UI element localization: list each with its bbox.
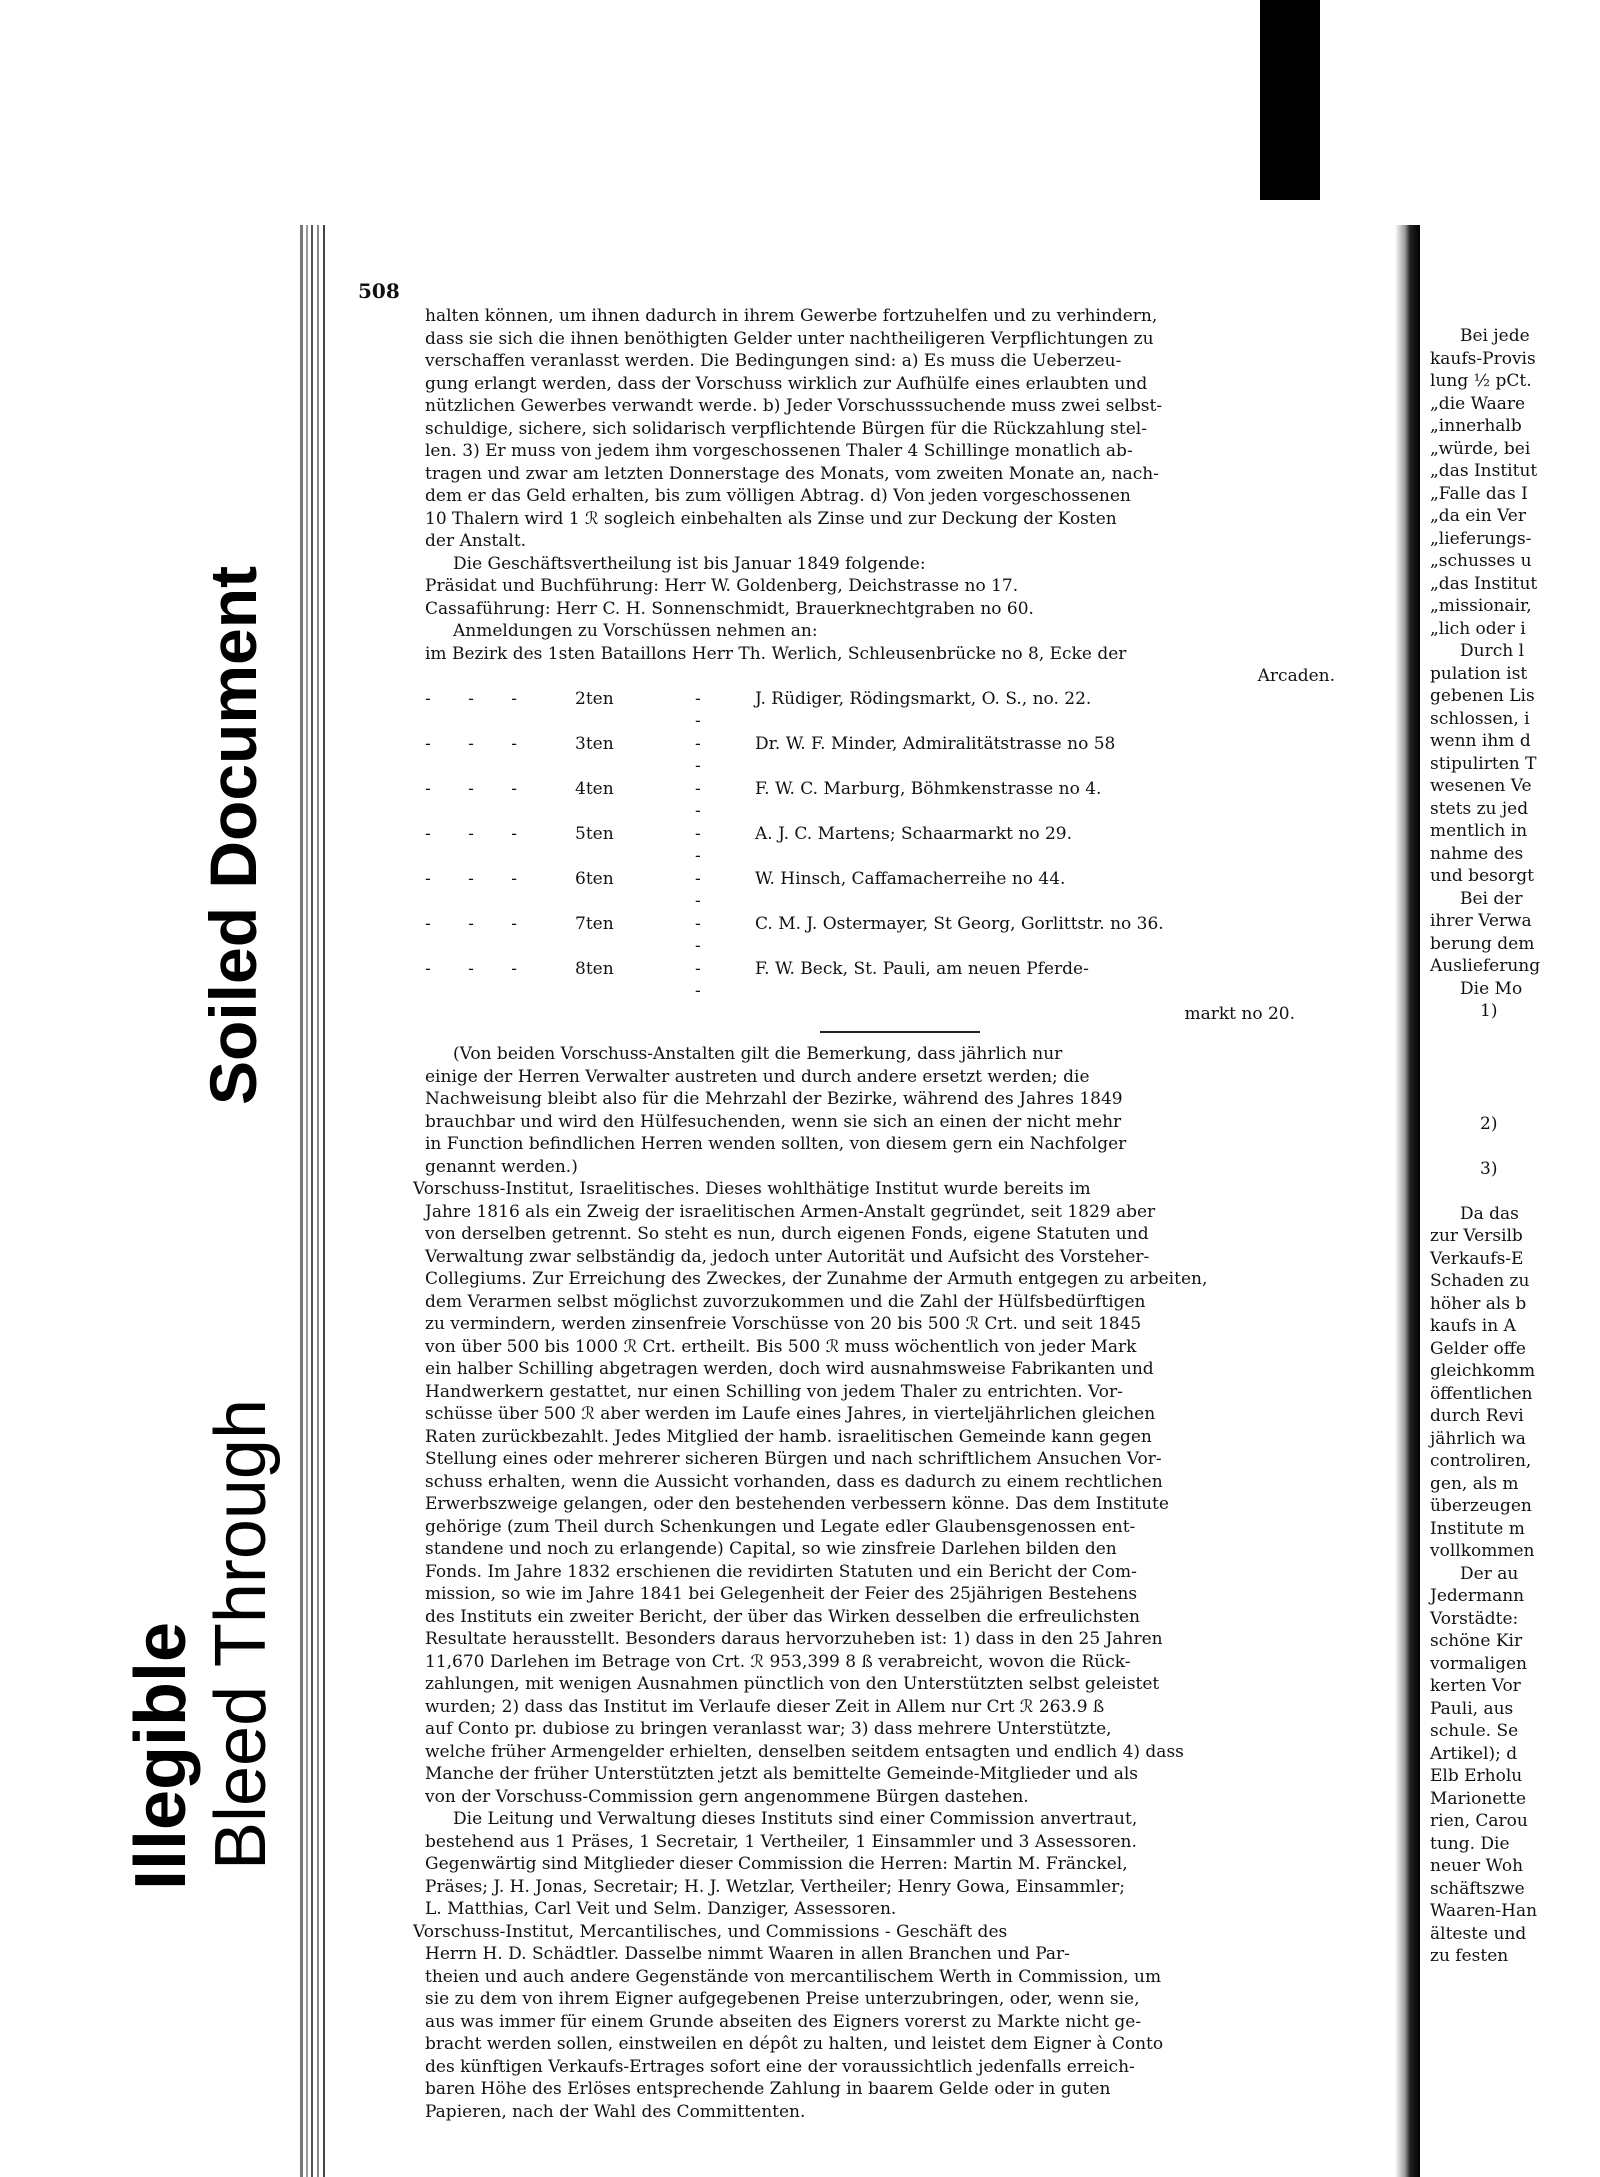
right-text-line: zur Versilb	[1430, 1226, 1523, 1246]
text-line: wurden; 2) dass das Institut im Verlaufe dieser Zeit in Allem nur Crt ℛ 263.9 ß	[425, 1696, 1105, 1717]
text-line: bracht werden sollen, einstweilen en dépôt zu halten, und leistet dem Eigner à Conto	[425, 2034, 1164, 2054]
text-line: Vorschuss-Institut, Israelitisches. Dieses wohlthätige Institut wurde bereits im	[413, 1179, 1091, 1199]
page-edges	[300, 225, 330, 2177]
right-text-line: „die Waare	[1430, 393, 1526, 414]
battalion-bat: 6ten	[575, 868, 614, 889]
right-text-line: „das Institut	[1430, 461, 1538, 481]
right-text-line: öffentlichen	[1430, 1383, 1533, 1404]
right-text-line: schöne Kir	[1430, 1631, 1523, 1651]
right-page-text	[1420, 325, 1600, 1968]
right-text-line: „missionair,	[1430, 596, 1532, 616]
text-line: schüsse über 500 ℛ aber werden im Laufe eines Jahres, in vierteljährlichen gleichen	[425, 1404, 1156, 1424]
right-text-line: wenn ihm d	[1430, 731, 1531, 751]
page-number: 508	[358, 279, 400, 303]
section-rule	[820, 1031, 980, 1033]
text-line: Verwaltung zwar selbständig da, jedoch unter Autorität und Aufsicht des Vorsteher-	[425, 1246, 1150, 1267]
battalion-who: J. Rüdiger, Rödingsmarkt, O. S., no. 22.	[755, 688, 1092, 709]
right-text-line: ihrer Verwa	[1430, 911, 1532, 931]
battalion-row	[425, 913, 1375, 958]
text-line: Gegenwärtig sind Mitglieder dieser Commission die Herren: Martin M. Fränckel,	[425, 1854, 1128, 1874]
text-line: Papieren, nach der Wahl des Committenten.	[425, 2101, 806, 2122]
text-line: einige der Herren Verwalter austreten und durch andere ersetzt werden; die	[425, 1066, 1090, 1087]
right-text-line: Vorstädte:	[1430, 1608, 1519, 1629]
right-text-line: mentlich in	[1430, 821, 1528, 841]
right-text-line	[1420, 1068, 1600, 1091]
text-line: Nachweisung bleibt also für die Mehrzahl der Bezirke, während des Jahres 1849	[425, 1089, 1123, 1109]
battalion-who: A. J. C. Martens; Schaarmarkt no 29.	[755, 823, 1073, 844]
text-line: gung erlangt werden, dass der Vorschuss wirklich zur Aufhülfe eines erlaubten und	[425, 373, 1148, 394]
battalion-mid: - -	[695, 688, 723, 731]
list-continuation: markt no 20.	[1184, 1003, 1295, 1024]
right-text-line: Bei jede	[1460, 326, 1530, 346]
paragraph-distribution	[425, 553, 1375, 688]
right-text-line: kaufs-Provis	[1430, 348, 1536, 369]
paragraph-note	[425, 1043, 1375, 1178]
right-text-line: „Falle das I	[1430, 483, 1528, 504]
right-text-line: kaufs in A	[1430, 1316, 1516, 1336]
right-text-line: schlossen, i	[1430, 708, 1530, 729]
battalion-who: Dr. W. F. Minder, Admiralitätstrasse no 58	[755, 733, 1116, 754]
battalion-list	[425, 688, 1375, 1003]
book-scan	[300, 225, 1600, 2177]
battalion-bat: 8ten	[575, 958, 614, 979]
right-text-line: zu festen	[1430, 1946, 1509, 1966]
right-text-line: Gelder offe	[1430, 1338, 1526, 1359]
text-line: der Anstalt.	[425, 531, 527, 551]
right-text-line: älteste und	[1430, 1923, 1527, 1944]
battalion-bat: 4ten	[575, 778, 614, 799]
right-text-line: Artikel); d	[1430, 1743, 1518, 1764]
right-text-line: vormaligen	[1430, 1653, 1527, 1674]
scan-edge-bar	[1260, 0, 1320, 200]
battalion-who: F. W. Beck, St. Pauli, am neuen Pferde-	[755, 958, 1089, 979]
text-line: Jahre 1816 als ein Zweig der israelitischen Armen-Anstalt gegründet, seit 1829 aber	[425, 1201, 1156, 1222]
battalion-row	[425, 823, 1375, 868]
soiled-document-label: Soiled Document	[196, 565, 270, 1105]
right-text-line: „innerhalb	[1430, 416, 1522, 436]
right-text-line: tung. Die	[1430, 1833, 1510, 1854]
text-line: zahlungen, mit wenigen Ausnahmen pünctlich von den Unterstützten selbst geleistet	[425, 1674, 1160, 1694]
text-line: (Von beiden Vorschuss-Anstalten gilt die Bemerkung, dass jährlich nur	[453, 1044, 1063, 1064]
text-line: Handwerkern gestattet, nur einen Schilling von jedem Thaler zu entrichten. Vor-	[425, 1381, 1123, 1402]
battalion-dash: - - -	[425, 868, 534, 889]
text-line: ein halber Schilling abgetragen werden, doch wird ausnahmsweise Fabrikanten und	[425, 1359, 1154, 1379]
right-text-line: Jedermann	[1430, 1586, 1525, 1606]
bleed-through-label: Bleed Through	[201, 1398, 281, 1870]
battalion-row	[425, 778, 1375, 823]
right-text-line: wesenen Ve	[1430, 776, 1532, 796]
text-line: Manche der früher Unterstützten jetzt als bemittelte Gemeinde-Mitglieder und als	[425, 1764, 1138, 1784]
battalion-row	[425, 868, 1375, 913]
right-text-line: pulation ist	[1430, 663, 1528, 684]
text-line: aus was immer für einem Grunde abseiten des Eigners vorerst zu Markte nicht ge-	[425, 2011, 1142, 2032]
text-line: zu vermindern, werden zinsenfreie Vorschüsse von 20 bis 500 ℛ Crt. und seit 1845	[425, 1314, 1142, 1334]
battalion-bat: 7ten	[575, 913, 614, 934]
book-gutter	[1395, 225, 1420, 2177]
battalion-mid: - -	[695, 868, 723, 911]
text-line: mission, so wie im Jahre 1841 bei Gelegenheit der Feier des 25jährigen Bestehens	[425, 1584, 1138, 1604]
right-text-line: controliren,	[1430, 1451, 1532, 1471]
text-line: len. 3) Er muss von jedem ihm vorgeschossenen Thaler 4 Schillinge monatlich ab-	[425, 441, 1133, 461]
left-page	[340, 225, 1380, 2177]
right-text-line: „da ein Ver	[1430, 506, 1526, 526]
text-line: Die Leitung und Verwaltung dieses Instituts sind einer Commission anvertraut,	[453, 1809, 1138, 1829]
text-line: im Bezirk des 1sten Bataillons Herr Th. Werlich, Schleusenbrücke no 8, Ecke der	[425, 643, 1127, 664]
right-text-line: schule. Se	[1430, 1721, 1519, 1741]
text-line: Resultate herausstellt. Besonders daraus hervorzuheben ist: 1) dass in den 25 Jahren	[425, 1629, 1163, 1649]
text-line: von über 500 bis 1000 ℛ Crt. ertheilt. Bis 500 ℛ muss wöchentlich von jeder Mark	[425, 1336, 1137, 1357]
right-text-line: gen, als m	[1430, 1473, 1519, 1494]
text-line: Raten zurückbezahlt. Jedes Mitglied der hamb. israelitischen Gemeinde kann gegen	[425, 1426, 1152, 1447]
paragraph-conditions	[425, 305, 1375, 553]
battalion-row	[425, 958, 1375, 1003]
text-line: dass sie sich die ihnen benöthigten Gelder unter nachtheiligeren Verpflichtungen zu	[425, 328, 1154, 349]
text-line: brauchbar und wird den Hülfesuchenden, wenn sie sich an einen der nicht mehr	[425, 1111, 1122, 1132]
battalion-mid: - -	[695, 958, 723, 1001]
text-line: Cassaführung: Herr C. H. Sonnenschmidt, Brauerknechtgraben no 60.	[425, 598, 1034, 619]
battalion-mid: - -	[695, 733, 723, 776]
right-text-line: Verkaufs-E	[1430, 1248, 1524, 1269]
right-text-line: jährlich wa	[1430, 1428, 1526, 1449]
text-line: verschaffen veranlasst werden. Die Bedingungen sind: a) Es muss die Ueberzeu-	[425, 351, 1122, 371]
right-text-line	[1420, 1045, 1600, 1068]
text-line: Erwerbszweige gelangen, oder den bestehenden verbessern könne. Das dem Institute	[425, 1494, 1169, 1514]
right-text-line: Waaren-Han	[1430, 1901, 1538, 1921]
text-line: von der Vorschuss-Commission gern angenommene Bürgen dastehen.	[425, 1786, 1029, 1807]
right-text-line: stets zu jed	[1430, 798, 1529, 819]
text-line: Präsidat und Buchführung: Herr W. Goldenberg, Deichstrasse no 17.	[425, 576, 1019, 596]
text-line: dem Verarmen selbst möglichst zuvorzukommen und die Zahl der Hülfsbedürftigen	[425, 1291, 1146, 1312]
right-text-line: Die Mo	[1460, 978, 1523, 999]
text-line: Arcaden.	[1257, 666, 1335, 686]
right-page	[1420, 225, 1600, 2177]
text-line: Stellung eines oder mehrerer sicheren Bürgen und nach schriftlichem Ansuchen Vor-	[425, 1449, 1162, 1469]
battalion-who: C. M. J. Ostermayer, St Georg, Gorlittstr. no 36.	[755, 913, 1164, 934]
right-text-line: gleichkomm	[1430, 1361, 1536, 1381]
paragraph-mercantilisches	[413, 1921, 1375, 2124]
right-text-line: stipulirten T	[1430, 753, 1537, 774]
right-text-line: durch Revi	[1430, 1406, 1524, 1426]
right-text-line: 3)	[1480, 1158, 1498, 1179]
text-line: genannt werden.)	[425, 1156, 578, 1177]
battalion-dash: - - -	[425, 688, 534, 709]
battalion-dash: - - -	[425, 778, 534, 799]
text-line: Anmeldungen zu Vorschüssen nehmen an:	[453, 621, 818, 641]
text-line: Herrn H. D. Schädtler. Dasselbe nimmt Waaren in allen Branchen und Par-	[425, 1944, 1070, 1964]
right-text-line: höher als b	[1430, 1293, 1527, 1314]
text-line: 10 Thalern wird 1 ℛ sogleich einbehalten als Zinse und zur Deckung der Kosten	[425, 508, 1117, 529]
battalion-dash: - - -	[425, 958, 534, 979]
text-line: Präses; J. H. Jonas, Secretair; H. J. Wetzlar, Vertheiler; Henry Gowa, Einsammler;	[425, 1876, 1125, 1897]
text-line: theien und auch andere Gegenstände von mercantilischem Werth in Commission, um	[425, 1966, 1162, 1987]
right-text-line: berung dem	[1430, 933, 1535, 954]
right-text-line: Durch l	[1460, 641, 1525, 661]
text-line: des künftigen Verkaufs-Ertrages sofort eine der voraussichtlich jedenfalls erreich-	[425, 2056, 1135, 2077]
battalion-mid: - -	[695, 823, 723, 866]
battalion-bat: 3ten	[575, 733, 614, 754]
right-text-line: kerten Vor	[1430, 1676, 1521, 1696]
paragraph-israelitisches	[413, 1178, 1375, 1808]
right-text-line: Da das	[1460, 1203, 1519, 1224]
text-line: Die Geschäftsvertheilung ist bis Januar 1849 folgende:	[453, 553, 926, 574]
text-line: von derselben getrennt. So steht es nun, durch eigenen Fonds, eigene Statuten und	[425, 1224, 1149, 1244]
battalion-dash: - - -	[425, 823, 534, 844]
text-line: gehörige (zum Theil durch Schenkungen und Legate edler Glaubensgenossen ent-	[425, 1516, 1136, 1537]
battalion-who: F. W. C. Marburg, Böhmkenstrasse no 4.	[755, 778, 1102, 799]
right-text-line	[1420, 1180, 1600, 1203]
battalion-dash: - - -	[425, 733, 534, 754]
text-line: 11,670 Darlehen im Betrage von Crt. ℛ 953,399 8 ß verabreicht, wovon die Rück-	[425, 1651, 1131, 1672]
paragraph-leitung	[425, 1808, 1375, 1921]
right-text-line: Der au	[1460, 1563, 1519, 1584]
battalion-bat: 2ten	[575, 688, 614, 709]
battalion-mid: - -	[695, 913, 723, 956]
text-line: schuss erhalten, wenn die Aussicht vorhanden, dass es dadurch zu einem rechtlichen	[425, 1471, 1163, 1492]
right-text-line: Auslieferung	[1430, 956, 1541, 976]
right-text-line: vollkommen	[1430, 1541, 1535, 1561]
illegible-label: Illegible	[121, 1621, 201, 1890]
battalion-dash: - - -	[425, 913, 534, 934]
right-text-line	[1420, 1135, 1600, 1158]
battalion-mid: - -	[695, 778, 723, 821]
right-text-line: Bei der	[1460, 888, 1523, 909]
right-text-line: Marionette	[1430, 1788, 1527, 1809]
right-text-line: 2)	[1480, 1113, 1498, 1134]
left-page-text	[413, 305, 1375, 2123]
right-text-line	[1420, 1090, 1600, 1113]
right-text-line: und besorgt	[1430, 866, 1534, 886]
text-line: auf Conto pr. dubiose zu bringen veranlasst war; 3) dass mehrere Unterstützte,	[425, 1719, 1112, 1739]
right-text-line: neuer Woh	[1430, 1856, 1524, 1876]
text-line: Fonds. Im Jahre 1832 erschienen die revidirten Statuten und ein Bericht der Com-	[425, 1561, 1137, 1582]
text-line: bestehend aus 1 Präses, 1 Secretair, 1 Vertheiler, 1 Einsammler und 3 Assessoren.	[425, 1831, 1137, 1852]
text-line: dem er das Geld erhalten, bis zum völligen Abtrag. d) Von jeden vorgeschossenen	[425, 486, 1131, 506]
right-text-line: „lich oder i	[1430, 618, 1526, 639]
right-text-line: überzeugen	[1430, 1496, 1532, 1516]
text-line: Vorschuss-Institut, Mercantilisches, und Commissions - Geschäft des	[413, 1921, 1008, 1942]
right-text-line: nahme des	[1430, 843, 1524, 864]
battalion-who: W. Hinsch, Caffamacherreihe no 44.	[755, 868, 1066, 889]
right-text-line	[1420, 1023, 1600, 1046]
battalion-row	[425, 733, 1375, 778]
right-text-line: schäftszwe	[1430, 1878, 1525, 1899]
text-line: standene und noch zu erlangende) Capital, so wie zinsfreie Darlehen bilden den	[425, 1539, 1117, 1559]
right-text-line: „schusses u	[1430, 551, 1532, 571]
battalion-bat: 5ten	[575, 823, 614, 844]
text-line: nützlichen Gewerbes verwandt werde. b) Jeder Vorschusssuchende muss zwei selbst-	[425, 396, 1163, 416]
text-line: L. Matthias, Carl Veit und Selm. Danziger, Assessoren.	[425, 1899, 897, 1919]
text-line: des Instituts ein zweiter Bericht, der über das Wirken desselben die erfreulichsten	[425, 1606, 1140, 1627]
text-line: sie zu dem von ihrem Eigner aufgegebenen Preise unterzubringen, oder, wenn sie,	[425, 1989, 1140, 2009]
right-text-line: Elb Erholu	[1430, 1766, 1523, 1786]
right-text-line: 1)	[1480, 1001, 1498, 1021]
battalion-row	[425, 688, 1375, 733]
right-text-line: Institute m	[1430, 1518, 1525, 1539]
right-text-line: „lieferungs-	[1430, 528, 1532, 549]
right-text-line: gebenen Lis	[1430, 686, 1535, 706]
right-text-line: Pauli, aus	[1430, 1698, 1514, 1719]
annotation-labels	[0, 0, 300, 2177]
right-text-line: „das Institut	[1430, 573, 1538, 594]
text-line: halten können, um ihnen dadurch in ihrem Gewerbe fortzuhelfen und zu verhindern,	[425, 306, 1158, 326]
text-line: baren Höhe des Erlöses entsprechende Zahlung in baarem Gelde oder in guten	[425, 2079, 1111, 2099]
right-text-line: Schaden zu	[1430, 1271, 1530, 1291]
text-line: welche früher Armengelder erhielten, denselben seitdem entsagten und endlich 4) dass	[425, 1741, 1184, 1762]
text-line: in Function befindlichen Herren wenden sollten, von diesem gern ein Nachfolger	[425, 1134, 1127, 1154]
right-text-line: rien, Carou	[1430, 1811, 1528, 1831]
right-text-line: „würde, bei	[1430, 438, 1531, 459]
right-text-line: lung ½ pCt.	[1430, 371, 1532, 391]
text-line: schuldige, sichere, sich solidarisch verpflichtende Bürgen für die Rückzahlung stel-	[425, 418, 1147, 439]
text-line: Collegiums. Zur Erreichung des Zweckes, der Zunahme der Armuth entgegen zu arbeiten,	[425, 1269, 1208, 1289]
text-line: tragen und zwar am letzten Donnerstage des Monats, vom zweiten Monate an, nach-	[425, 463, 1159, 484]
